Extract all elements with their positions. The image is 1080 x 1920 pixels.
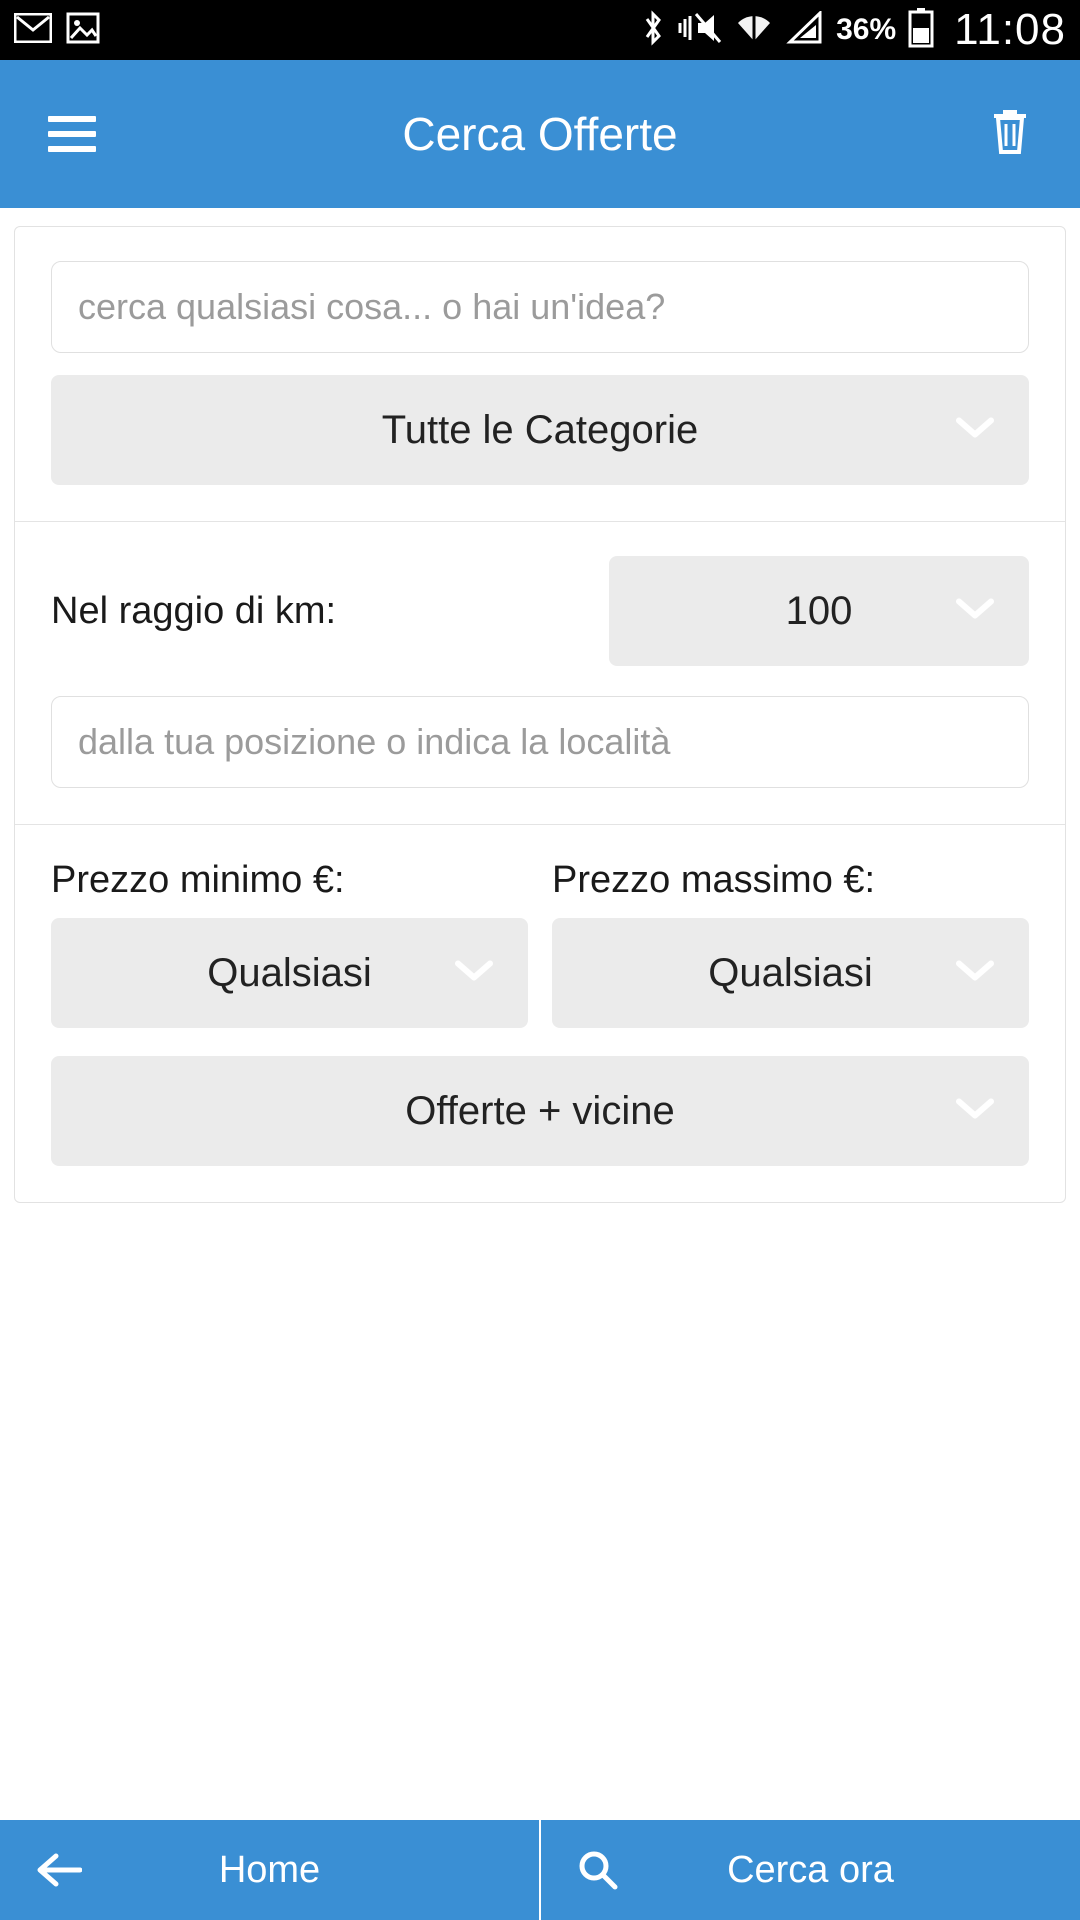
search-form-card bbox=[14, 226, 1066, 1203]
radius-select[interactable] bbox=[609, 556, 1029, 666]
category-select[interactable] bbox=[51, 375, 1029, 485]
search-section bbox=[15, 227, 1065, 522]
bluetooth-icon bbox=[640, 9, 666, 52]
home-button-label: Home bbox=[218, 1848, 321, 1891]
search-input[interactable] bbox=[51, 261, 1029, 353]
status-bar bbox=[0, 0, 1080, 60]
battery-icon bbox=[908, 8, 934, 53]
hamburger-menu-icon[interactable] bbox=[48, 107, 96, 161]
search-now-button[interactable] bbox=[539, 1820, 1080, 1920]
location-input[interactable] bbox=[51, 696, 1029, 788]
gmail-icon bbox=[14, 13, 52, 48]
wifi-icon bbox=[734, 11, 774, 50]
battery-percent-label: 36% bbox=[836, 13, 897, 46]
search-icon bbox=[577, 1849, 619, 1891]
chevron-down-icon bbox=[955, 1097, 995, 1126]
status-clock: 11:08 bbox=[954, 5, 1066, 54]
price-labels-row bbox=[51, 859, 1029, 902]
min-price-select[interactable] bbox=[51, 918, 528, 1028]
radius-label: Nel raggio di km: bbox=[51, 589, 337, 632]
max-price-select[interactable] bbox=[552, 918, 1029, 1028]
status-bar-right-icons bbox=[640, 5, 1066, 54]
page-title: Cerca Offerte bbox=[402, 108, 678, 160]
search-now-button-label: Cerca ora bbox=[727, 1848, 894, 1891]
category-select-value: Tutte le Categorie bbox=[381, 407, 699, 452]
radius-select-value: 100 bbox=[785, 588, 853, 633]
max-price-label: Prezzo massimo €: bbox=[552, 859, 876, 901]
main-content bbox=[0, 208, 1080, 1203]
trash-icon[interactable] bbox=[988, 106, 1032, 163]
sort-select[interactable] bbox=[51, 1056, 1029, 1166]
max-price-select-value: Qualsiasi bbox=[708, 950, 873, 995]
min-price-select-value: Qualsiasi bbox=[207, 950, 372, 995]
arrow-left-icon bbox=[36, 1852, 82, 1888]
image-icon bbox=[66, 12, 100, 49]
min-price-label: Prezzo minimo €: bbox=[51, 859, 345, 901]
chevron-down-icon bbox=[454, 959, 494, 988]
status-bar-left-icons bbox=[14, 12, 100, 49]
chevron-down-icon bbox=[955, 959, 995, 988]
cellular-signal-icon bbox=[786, 11, 824, 50]
bottom-bar bbox=[0, 1820, 1080, 1920]
vibrate-mute-icon bbox=[678, 11, 722, 50]
chevron-down-icon bbox=[955, 597, 995, 626]
sort-select-value: Offerte + vicine bbox=[405, 1088, 675, 1133]
chevron-down-icon bbox=[955, 416, 995, 445]
radius-row bbox=[51, 556, 1029, 666]
price-selects-row bbox=[51, 918, 1029, 1028]
home-button[interactable] bbox=[0, 1820, 539, 1920]
app-bar bbox=[0, 60, 1080, 208]
radius-section bbox=[15, 522, 1065, 825]
price-section bbox=[15, 825, 1065, 1202]
